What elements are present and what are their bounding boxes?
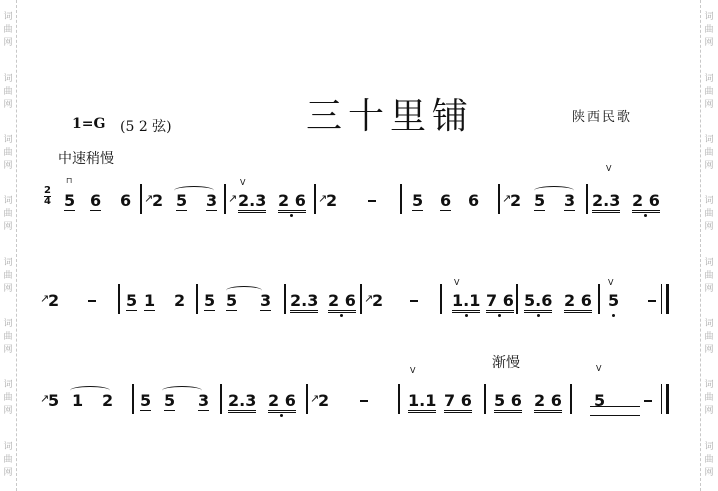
note: 5: [176, 191, 188, 210]
barline: [306, 384, 308, 414]
watermark-char: 网: [704, 99, 714, 110]
note: 5: [534, 191, 546, 210]
extension-dash: [360, 400, 368, 402]
note: 5: [48, 391, 60, 410]
slide-mark: ↗: [40, 292, 50, 305]
slide-mark: ↗: [318, 192, 328, 205]
note: 5: [594, 391, 606, 410]
watermark-group: [3, 12, 12, 49]
staff-line-1: [40, 164, 670, 216]
slide-mark: ↗: [310, 392, 320, 405]
barline: [314, 184, 316, 214]
string-tuning: (5 2 弦): [120, 119, 172, 135]
note: 2 6: [268, 392, 296, 413]
barline: [140, 184, 142, 214]
watermark-char: 词: [3, 441, 13, 452]
watermark-char: 曲: [3, 393, 13, 404]
bowing-mark: V: [240, 178, 246, 187]
barline: [224, 184, 226, 214]
note: 5 6: [494, 392, 522, 413]
watermark-char: 词: [3, 380, 13, 391]
slide-mark: ↗: [502, 192, 512, 205]
watermark-char: 网: [3, 160, 13, 171]
watermark-group: [704, 380, 713, 417]
time-signature: [44, 186, 51, 207]
barline: [666, 384, 669, 414]
extension-dash: [368, 200, 376, 202]
watermark-group: [704, 258, 713, 295]
watermark-group: [704, 442, 713, 479]
barline: [598, 284, 600, 314]
barline: [586, 184, 588, 214]
note: 3: [564, 191, 576, 210]
slide-mark: ↗: [144, 192, 154, 205]
watermark-char: 网: [704, 345, 714, 356]
note: 2 6: [534, 392, 562, 413]
watermark-char: 曲: [3, 270, 13, 281]
note: 5: [64, 191, 76, 210]
note: 6: [468, 191, 480, 210]
watermark-group: [3, 196, 12, 233]
note: 2: [372, 291, 384, 310]
watermark-char: 网: [3, 222, 13, 233]
left-watermark-strip: [0, 0, 17, 491]
watermark-group: [3, 74, 12, 111]
watermark-group: [3, 135, 12, 172]
barline: [118, 284, 120, 314]
note: 2 6: [564, 292, 592, 313]
slide-mark: ↗: [228, 192, 238, 205]
watermark-group: [704, 12, 713, 49]
note: 3: [260, 291, 272, 310]
note: 1.1: [408, 392, 436, 413]
extension-dash: [88, 300, 96, 302]
barline: [440, 284, 442, 314]
watermark-char: 曲: [704, 270, 714, 281]
watermark-group: [704, 74, 713, 111]
time-signature-bottom: 4: [44, 196, 51, 207]
note: 5: [204, 291, 216, 310]
watermark-char: 词: [704, 319, 714, 330]
tremolo-line: [590, 406, 640, 416]
note: 2: [326, 191, 338, 210]
note: 2: [174, 291, 186, 310]
barline: [220, 384, 222, 414]
note: 2.3: [592, 192, 620, 213]
bowing-mark: V: [608, 278, 614, 287]
barline: [398, 384, 400, 414]
note: 5: [608, 291, 620, 310]
extension-dash: [648, 300, 656, 302]
extension-dash: [410, 300, 418, 302]
extension-dash: [644, 400, 652, 402]
barline: [516, 284, 518, 314]
bowing-mark: V: [596, 364, 602, 373]
watermark-group: [3, 442, 12, 479]
watermark-char: 网: [704, 467, 714, 478]
watermark-char: 曲: [3, 147, 13, 158]
watermark-char: 网: [704, 160, 714, 171]
note: 2: [152, 191, 164, 210]
watermark-char: 网: [3, 345, 13, 356]
watermark-char: 词: [704, 380, 714, 391]
watermark-char: 词: [3, 12, 13, 23]
watermark-char: 曲: [704, 209, 714, 220]
note: 6: [440, 191, 452, 210]
watermark-char: 词: [3, 319, 13, 330]
note: 5: [412, 191, 424, 210]
key-signature: 1=G: [72, 116, 106, 132]
watermark-char: 网: [3, 99, 13, 110]
watermark-group: [3, 380, 12, 417]
watermark-char: 曲: [704, 86, 714, 97]
song-origin: 陕西民歌: [572, 110, 633, 125]
note: 2.3: [290, 292, 318, 313]
bowing-mark: V: [410, 366, 416, 375]
watermark-char: 词: [704, 73, 714, 84]
note: 5: [226, 291, 238, 310]
note: 7 6: [486, 292, 514, 313]
note: 5: [126, 291, 138, 310]
barline: [570, 384, 572, 414]
note: 5.6: [524, 292, 552, 313]
watermark-char: 词: [3, 257, 13, 268]
slide-mark: ↗: [40, 392, 50, 405]
barline: [484, 384, 486, 414]
note: 2: [102, 391, 114, 410]
watermark-group: [704, 319, 713, 356]
note: 1: [144, 291, 156, 310]
watermark-char: 曲: [3, 25, 13, 36]
barline: [400, 184, 402, 214]
watermark-char: 曲: [3, 454, 13, 465]
note: 2: [510, 191, 522, 210]
note: 3: [198, 391, 210, 410]
watermark-char: 网: [704, 38, 714, 49]
watermark-char: 词: [3, 73, 13, 84]
watermark-char: 曲: [704, 393, 714, 404]
bowing-mark: V: [454, 278, 460, 287]
watermark-group: [3, 258, 12, 295]
watermark-char: 词: [3, 134, 13, 145]
time-signature-top: 2: [44, 185, 51, 196]
watermark-char: 网: [704, 283, 714, 294]
note: 2.3: [228, 392, 256, 413]
note: 6: [120, 191, 132, 210]
watermark-char: 词: [704, 441, 714, 452]
barline: [498, 184, 500, 214]
note: 3: [206, 191, 218, 210]
watermark-char: 网: [3, 467, 13, 478]
watermark-group: [3, 319, 12, 356]
note: 5: [140, 391, 152, 410]
note: 5: [164, 391, 176, 410]
watermark-char: 网: [3, 283, 13, 294]
note: 6: [90, 191, 102, 210]
note: 2.3: [238, 192, 266, 213]
watermark-char: 词: [3, 196, 13, 207]
watermark-char: 曲: [704, 332, 714, 343]
note: 2 6: [632, 192, 660, 213]
watermark-char: 词: [704, 12, 714, 23]
watermark-char: 曲: [3, 332, 13, 343]
staff-line-3: [40, 364, 670, 416]
dynamic-marking: 渐慢: [492, 355, 520, 371]
watermark-char: 网: [704, 406, 714, 417]
right-watermark-strip: [700, 0, 717, 491]
watermark-char: 曲: [3, 86, 13, 97]
note: 1: [72, 391, 84, 410]
note: 2: [318, 391, 330, 410]
watermark-char: 曲: [704, 25, 714, 36]
barline: [666, 284, 669, 314]
watermark-char: 网: [3, 406, 13, 417]
tempo-marking: 中速稍慢: [58, 151, 114, 167]
slide-mark: ↗: [364, 292, 374, 305]
watermark-group: [704, 135, 713, 172]
watermark-char: 曲: [704, 147, 714, 158]
barline: [360, 284, 362, 314]
watermark-char: 网: [3, 38, 13, 49]
watermark-char: 词: [704, 196, 714, 207]
note: 2: [48, 291, 60, 310]
song-title: 三十里铺: [306, 96, 475, 137]
barline: [284, 284, 286, 314]
bowing-mark: ⊓: [66, 176, 73, 185]
note: 7 6: [444, 392, 472, 413]
watermark-char: 曲: [3, 209, 13, 220]
note: 1.1: [452, 292, 480, 313]
watermark-char: 曲: [704, 454, 714, 465]
watermark-char: 网: [704, 222, 714, 233]
watermark-group: [704, 196, 713, 233]
staff-line-2: [40, 276, 670, 316]
note: 2 6: [278, 192, 306, 213]
bowing-mark: V: [606, 164, 612, 173]
watermark-char: 词: [704, 257, 714, 268]
barline: [196, 284, 198, 314]
watermark-char: 词: [704, 134, 714, 145]
note: 2 6: [328, 292, 356, 313]
barline: [132, 384, 134, 414]
